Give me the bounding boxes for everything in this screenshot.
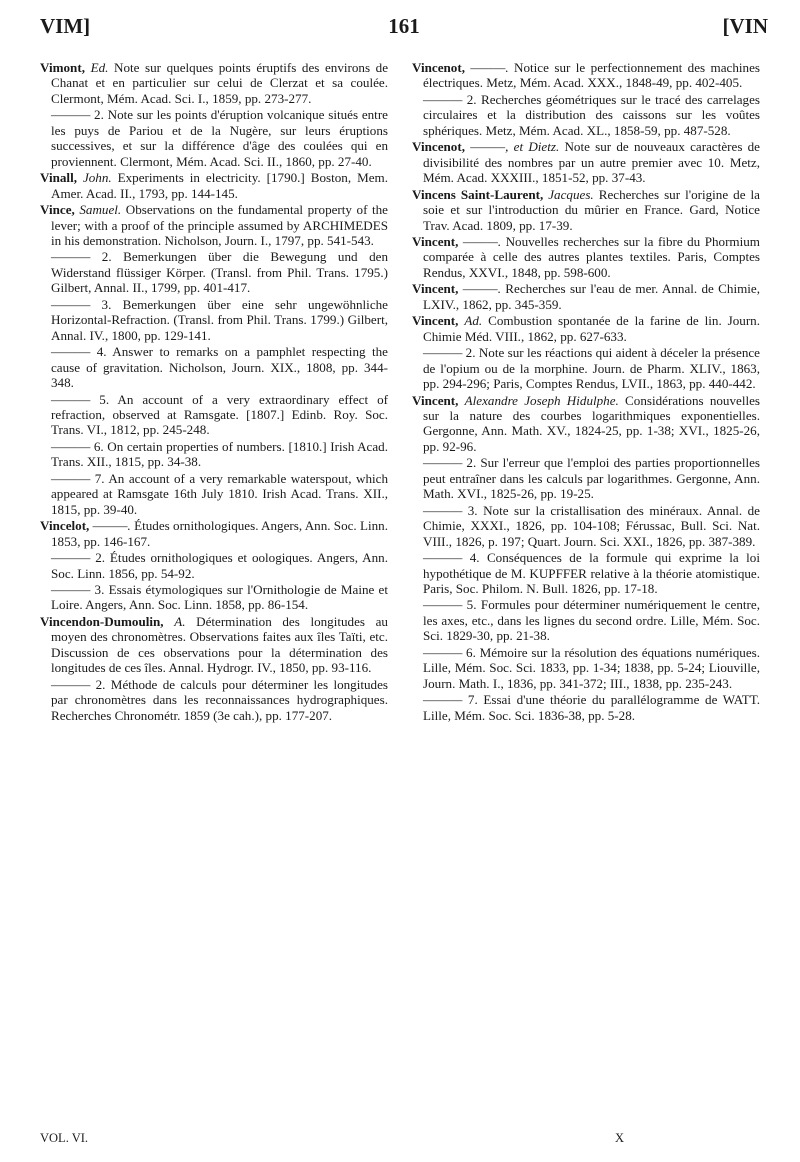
entry-text: ——— 2. Études ornithologiques et oologiques. Angers, Ann. Soc. Linn. 1856, pp. 54-92. — [51, 550, 388, 581]
bibliography-subentry — [412, 455, 760, 501]
bibliography-entry — [412, 139, 760, 185]
author-given-name: Jacques. — [548, 186, 594, 202]
entry-text: Combustion spontanée de la farine de lin. Journ. Chimie Méd. VIII., 1862, pp. 627-633. — [423, 313, 760, 344]
volume-label: VOL. VI. — [40, 1131, 89, 1145]
signature-mark: X — [615, 1131, 625, 1145]
right-column — [412, 60, 760, 724]
entry-text: ——— 4. Conséquences de la formule qui exprime la loi hypothétique de M. KUPFFER relative à la théorie atomistique. Paris, Soc. Philom. N. Bull. 1826, pp. 17-18. — [423, 550, 760, 596]
bibliography-entry — [40, 202, 388, 248]
bibliography-subentry — [412, 645, 760, 691]
author-name: Vincenot, — [412, 139, 465, 155]
bibliography-subentry — [40, 344, 388, 390]
bibliography-subentry — [40, 392, 388, 438]
entry-text: ——— 6. On certain properties of numbers. [1810.] Irish Acad. Trans. XII., 1815, pp. 34-38. — [51, 438, 388, 470]
entry-text: ——— 2. Note sur les réactions qui aident à déceler la présence de l'opium ou de la morphine. Journ. de Pharm. XLIV., 1863, pp. 294-296; Paris, Comptes Rendus, LVII., 1863, pp. 440-442. — [423, 345, 760, 392]
author-name: Vimont, — [40, 60, 85, 75]
bibliography-entry — [412, 234, 760, 280]
author-name: Vincent, — [412, 392, 459, 408]
bibliography-entry — [40, 170, 388, 201]
author-name: Vinall, — [40, 170, 77, 186]
page-header — [40, 14, 768, 44]
entry-text: ——— 3. Essais étymologiques sur l'Ornithologie de Maine et Loire. Angers, Ann. Soc. Linn. 1858, pp. 86-154. — [51, 581, 388, 613]
header-right-range: [VIN — [722, 14, 768, 38]
entry-text: Considérations nouvelles sur la nature des courbes logarithmiques exponentielles. Gergonne, Ann. Math. XV., 1824-25, pp. 1-38; XVI., 1825-26, pp. 92-96. — [423, 392, 761, 454]
author-name: Vincens Saint-Laurent, — [412, 186, 544, 202]
entry-text: Recherches sur l'eau de mer. Annal. de Chimie, LXIV., 1862, pp. 345-359. — [423, 281, 761, 312]
entry-text: ——— 2. Bemerkungen über die Bewegung und den Widerstand flüssiger Körper. (Transl. from Phil. Trans. 1795.) Gilbert, Annal. II., 1799, pp. 401-417. — [51, 249, 388, 296]
bibliography-subentry — [412, 597, 760, 643]
author-given-name: Alexandre Joseph Hidulphe. — [464, 392, 619, 408]
entry-text: ——— 5. Formules pour déterminer numériquement le centre, les axes, etc., dans les lignes du second ordre. Lille, Mém. Soc. Sci. 1829-30, pp. 21-38. — [423, 597, 760, 644]
bibliography-subentry — [40, 107, 388, 169]
author-given-name: John. — [82, 170, 112, 186]
entry-text: Observations on the fundamental property of the lever; with a proof of the principle assumed by ARCHIMEDES in his demonstration. Nicholson, Journ. I., 1797, pp. 541-543. — [51, 202, 388, 248]
entry-text: ——— 7. Essai d'une théorie du parallélogramme de WATT. Lille, Mém. Soc. Sci. 1836-38, pp. 5-28. — [423, 692, 760, 723]
author-given-name: Samuel. — [79, 202, 122, 218]
author-given-name: ———. — [92, 518, 131, 534]
page-number: 161 — [388, 14, 420, 38]
author-given-name: ———. — [462, 281, 501, 297]
author-given-name: ———. — [462, 233, 502, 249]
entry-text: ——— 3. Note sur la cristallisation des minéraux. Annal. de Chimie, XXXI., 1826, pp. 104-108; Férussac, Bull. Sci. Nat. VIII., 1826, p. 197; Quart. Journ. Sci. XXI., 1826, pp. 387-389. — [423, 502, 760, 549]
bibliography-subentry — [412, 92, 760, 138]
bibliography-entry — [412, 393, 760, 455]
entry-text: Experiments in electricity. [1790.] Boston, Mem. Amer. Acad. II., 1793, pp. 144-145. — [51, 170, 388, 201]
entry-text: ——— 4. Answer to remarks on a pamphlet respecting the cause of gravitation. Nicholson, Journ. XIX., 1808, pp. 344-348. — [51, 344, 388, 391]
bibliography-entry — [412, 187, 760, 233]
bibliography-entry — [40, 60, 388, 106]
author-name: Vincendon-Dumoulin, — [40, 613, 164, 629]
bibliography-subentry — [40, 297, 388, 343]
author-given-name: Ad. — [464, 313, 483, 329]
bibliography-entry — [412, 313, 760, 344]
author-name: Vincent, — [412, 233, 459, 249]
author-name: Vince, — [40, 202, 75, 218]
entry-text: Études ornithologiques. Angers, Ann. Soc. Linn. 1853, pp. 146-167. — [51, 518, 388, 549]
bibliography-entry — [412, 281, 760, 312]
bibliography-subentry — [412, 503, 760, 549]
entry-text: ——— 2. Sur l'erreur que l'emploi des parties proportionnelles peut entraîner dans les calculs par logarithmes. Gergonne, Ann. Math. XVI., 1825-26, pp. 19-25. — [423, 455, 760, 502]
entry-text: ——— 7. An account of a very remarkable waterspout, which appeared at Ramsgate 16th July 1810. Irish Acad. Trans. XII., 1815, pp. 39-40. — [51, 470, 388, 517]
bibliography-subentry — [412, 692, 760, 723]
entry-text: Note sur quelques points éruptifs des environs de Chanat et en particulier sur celui de Clerzat et sa coulée. Clermont, Mém. Acad. Sci. I., 1859, pp. 273-277. — [51, 60, 389, 106]
entry-text: ——— 2. Note sur les points d'éruption volcanique situés entre les puys de Pariou et de la Nugère, sur leurs éruptions successives, et sur la différence d'âge des coulées qui en proviennent. Clermont, Mém. Acad. Sci. II., 1860, pp. 27-40. — [51, 107, 388, 169]
bibliography-subentry — [40, 582, 388, 613]
author-given-name: ———. — [470, 60, 509, 75]
entry-text: Note sur de nouveaux caractères de divisibilité des nombres par un autre premier avec 10. Metz, Mém. Acad. XXXIII., 1851-52, pp. 37-43. — [423, 139, 760, 186]
bibliography-subentry — [40, 249, 388, 295]
author-name: Vincelot, — [40, 518, 90, 534]
entry-text: ——— 6. Mémoire sur la résolution des équations numériques. Lille, Mém. Soc. Sci. 1833, pp. 1-34; 1838, pp. 5-24; Liouville, Journ. Math. I., 1836, pp. 341-372; III., 1838, pp. 235-243. — [423, 644, 760, 691]
bibliography-subentry — [412, 550, 760, 596]
bibliography-entry — [40, 518, 388, 549]
entry-text: ——— 2. Recherches géométriques sur le tracé des carrelages circulaires et la distribution des caissons sur les voûtes sphériques. Metz, Mém. Acad. XL., 1858-59, pp. 487-528. — [423, 91, 760, 138]
bibliography-subentry — [40, 677, 388, 723]
bibliography-subentry — [40, 439, 388, 470]
author-given-name: A. — [174, 613, 186, 629]
bibliography-subentry — [40, 550, 388, 581]
entry-text: Recherches sur l'origine de la soie et sur l'introduction du mûrier en France. Gard, Notice Trav. Acad. 1809, pp. 17-39. — [423, 186, 760, 233]
entry-text: Nouvelles recherches sur la fibre du Phormium comparée à celle des autres plantes textiles. Paris, Comptes Rendus, XXVI., 1848, pp. 598-600. — [423, 233, 760, 280]
author-name: Vincent, — [412, 281, 459, 297]
left-column — [40, 60, 388, 724]
entry-text: ——— 3. Bemerkungen über eine sehr ungewöhnliche Horizontal-Refraction. (Transl. from Phil. Trans. 1799.) Gilbert, Annal. IV., 1800, pp. 129-141. — [51, 296, 388, 343]
bibliography-subentry — [40, 471, 388, 517]
author-name: Vincent, — [412, 313, 459, 329]
bibliography-entry — [40, 614, 388, 676]
entry-text: Notice sur le perfectionnement des machines électriques. Metz, Mém. Acad. XXX., 1848-49, pp. 402-405. — [423, 60, 760, 91]
entry-text: Détermination des longitudes au moyen des chronomètres. Observations faites aux îles Taïti, etc. Discussion de ces observations pour la détermination des longitudes de ces îles. Annal. Hydrogr. IV., 1850, pp. 93-116. — [51, 613, 388, 676]
author-name: Vincenot, — [412, 60, 465, 75]
page-footer — [40, 1131, 760, 1151]
entry-text: ——— 2. Méthode de calculs pour déterminer les longitudes par chronomètres dans les reconnaissances hydrographiques. Recherches Chronométr. 1859 (3e cah.), pp. 177-207. — [51, 676, 388, 723]
author-given-name: Ed. — [90, 60, 109, 75]
header-left-range: VIM] — [40, 14, 91, 38]
bibliography-subentry — [412, 345, 760, 391]
bibliography-entry — [412, 60, 760, 91]
entry-text: ——— 5. An account of a very extraordinary effect of refraction, observed at Ramsgate. [1807.] Edinb. Roy. Soc. Trans. VI., 1812, pp. 245-248. — [51, 391, 388, 438]
author-given-name: ———, et Dietz. — [470, 139, 560, 155]
